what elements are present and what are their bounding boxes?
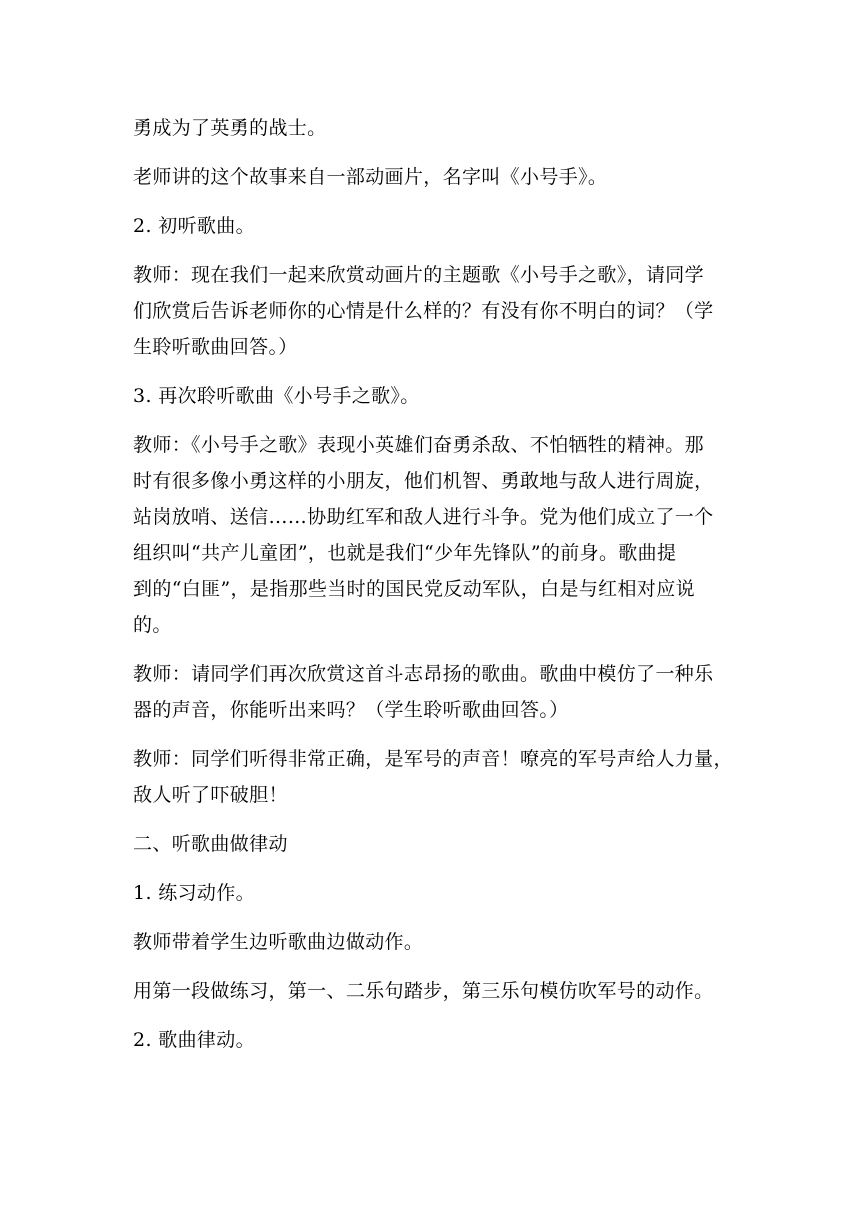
text-line: 的。 (133, 614, 172, 636)
text-line: 老师讲的这个故事来自一部动画片，名字叫《小号手》。 (133, 166, 608, 188)
text-line: 二、听歌曲做律动 (133, 833, 288, 855)
paragraph (133, 257, 743, 365)
text-line: 2. 歌曲律动。 (133, 1029, 255, 1051)
text-line: 1. 练习动作。 (133, 882, 255, 904)
section-subheading (133, 208, 743, 244)
section-heading (133, 826, 743, 862)
text-line: 教师：同学们听得非常正确，是军号的声音！嘹亮的军号声给人力量， (133, 748, 733, 770)
text-line: 2. 初听歌曲。 (133, 215, 255, 237)
text-line: 站岗放哨、送信……协助红军和敌人进行斗争。党为他们成立了一个 (133, 506, 714, 528)
section-subheading (133, 875, 743, 911)
text-line: 生聆听歌曲回答。） (133, 336, 298, 358)
paragraph (133, 924, 743, 960)
text-line: 勇成为了英勇的战士。 (133, 117, 327, 139)
paragraph (133, 159, 743, 195)
document-body (133, 110, 743, 1058)
text-line: 到的“白匪”，是指那些当时的国民党反动军队，白是与红相对应说 (133, 578, 695, 600)
paragraph (133, 110, 743, 146)
text-line: 器的声音，你能听出来吗？（学生聆听歌曲回答。） (133, 699, 569, 721)
text-line: 时有很多像小勇这样的小朋友，他们机智、勇敢地与敌人进行周旋， (133, 470, 714, 492)
paragraph (133, 973, 743, 1009)
section-subheading (133, 378, 743, 414)
text-line: 教师带着学生边听歌曲边做动作。 (133, 931, 424, 953)
text-line: 组织叫“共产儿童团”，也就是我们“少年先锋队”的前身。歌曲提 (133, 542, 677, 564)
paragraph (133, 741, 743, 813)
text-line: 教师：《小号手之歌》表现小英雄们奋勇杀敌、不怕牺牲的精神。那 (133, 434, 705, 456)
section-subheading (133, 1022, 743, 1058)
text-line: 用第一段做练习，第一、二乐句踏步，第三乐句模仿吹军号的动作。 (133, 980, 714, 1002)
text-line: 教师：请同学们再次欣赏这首斗志昂扬的歌曲。歌曲中模仿了一种乐 (133, 663, 714, 685)
text-line: 们欣赏后告诉老师你的心情是什么样的？有没有你不明白的词？（学 (133, 300, 714, 322)
text-line: 3. 再次聆听歌曲《小号手之歌》。 (133, 385, 420, 407)
text-line: 教师：现在我们一起来欣赏动画片的主题歌《小号手之歌》，请同学 (133, 264, 705, 286)
text-line: 敌人听了吓破胆！ (133, 784, 288, 806)
paragraph (133, 427, 743, 643)
paragraph (133, 656, 743, 728)
